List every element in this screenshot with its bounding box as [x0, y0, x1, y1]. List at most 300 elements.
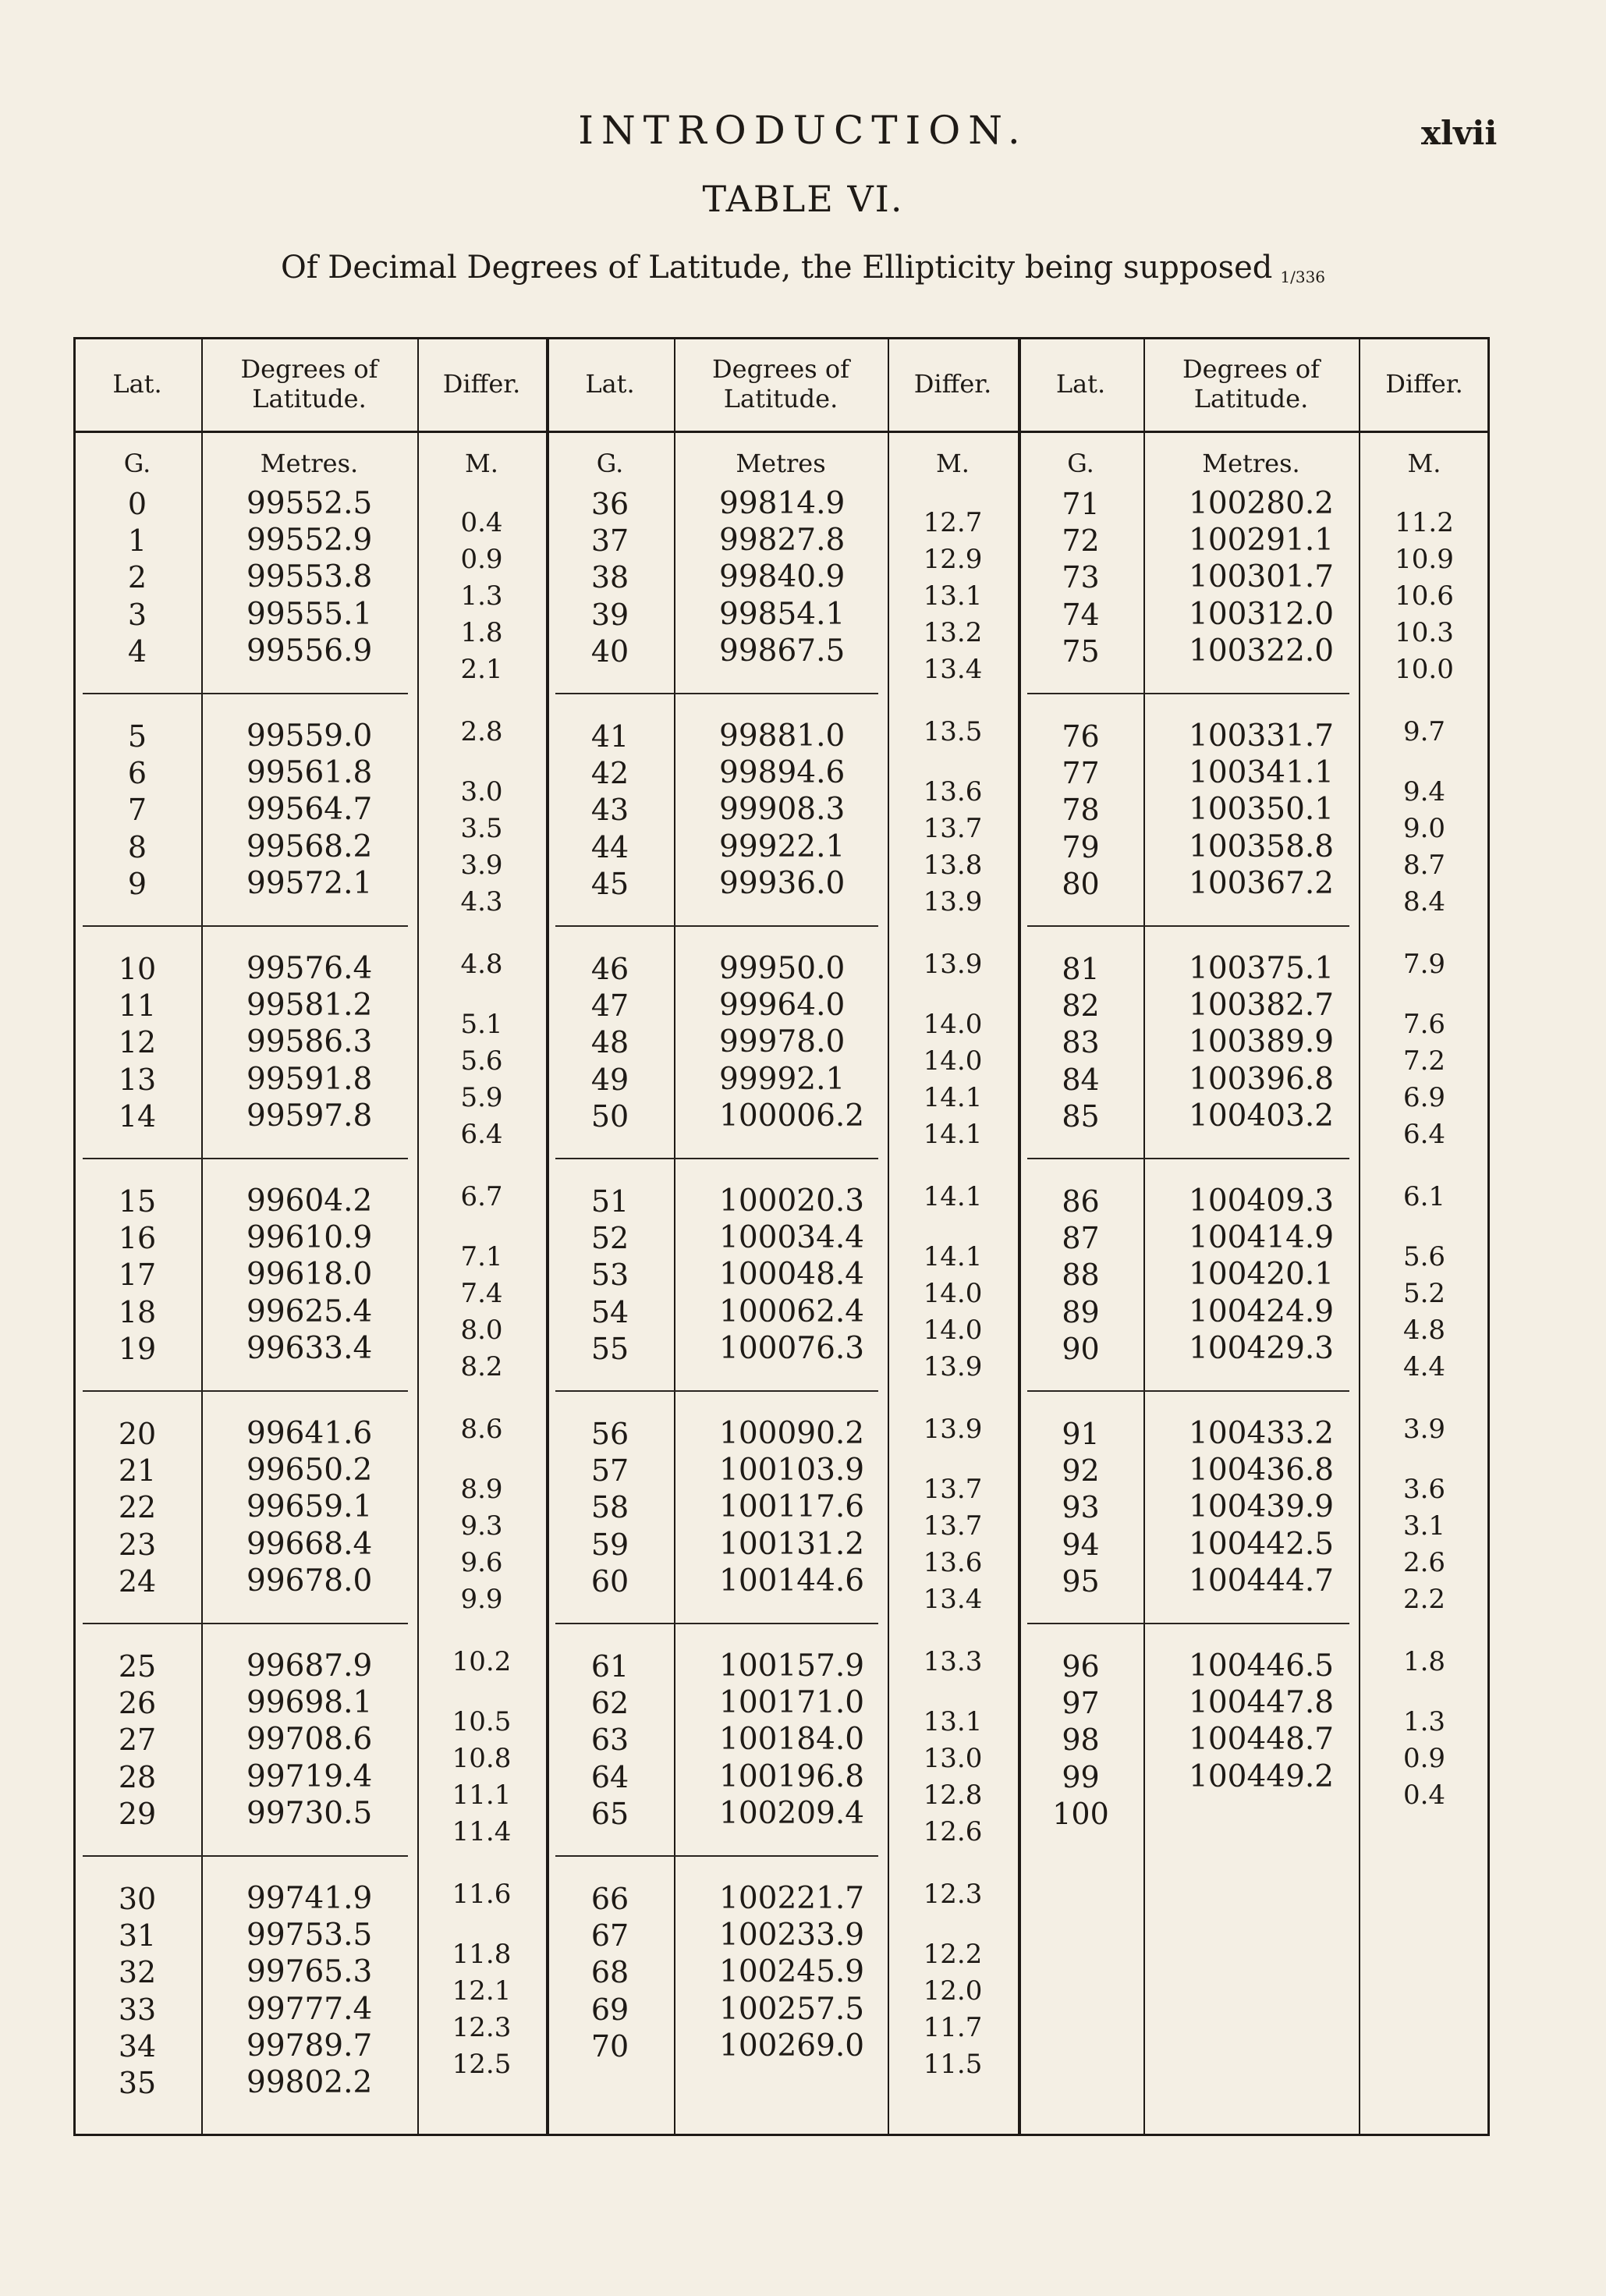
difference-cell: 12.9 [923, 543, 983, 575]
degrees-cell: 99568.2 [246, 829, 373, 864]
degrees-cell: 100196.8 [719, 1758, 865, 1794]
lat-cell: 68 [590, 1955, 629, 1990]
difference-cell: 13.1 [923, 580, 983, 612]
degrees-cell: 99552.5 [246, 486, 373, 521]
lat-cell: 22 [118, 1490, 157, 1525]
lat-cell: 16 [118, 1221, 157, 1256]
difference-cell: 10.3 [1395, 617, 1454, 649]
lat-cell: 96 [1062, 1649, 1100, 1684]
degrees-cell: 100375.1 [1189, 951, 1335, 986]
lat-cell: 47 [590, 988, 629, 1024]
lat-cell: 7 [127, 793, 147, 828]
degrees-cell: 100409.3 [1189, 1183, 1335, 1219]
difference-cell: 4.3 [460, 886, 503, 918]
difference-cell: 10.2 [452, 1645, 512, 1677]
degrees-cell: 100076.3 [719, 1330, 865, 1366]
difference-cell: 7.6 [1402, 1008, 1446, 1040]
lat-cell: 94 [1062, 1527, 1100, 1562]
degrees-cell: 99572.1 [246, 865, 373, 901]
lat-cell: 29 [118, 1796, 157, 1831]
differ-header: Differ. [1385, 369, 1463, 399]
lat-cell: 3 [127, 597, 147, 632]
degrees-cell: 99840.9 [719, 559, 846, 595]
difference-cell: 8.4 [1402, 886, 1446, 918]
difference-cell: 8.9 [460, 1473, 503, 1505]
degrees-cell: 100414.9 [1189, 1220, 1335, 1256]
lat-cell: 52 [590, 1221, 629, 1256]
lat-cell: 95 [1062, 1563, 1100, 1599]
difference-cell: 13.6 [923, 1547, 983, 1579]
lat-cell: 97 [1062, 1686, 1100, 1721]
difference-cell: 0.4 [460, 506, 503, 538]
difference-cell: 12.2 [923, 1938, 983, 1970]
degrees-cell: 100331.7 [1189, 719, 1335, 754]
lat-cell: 11 [118, 988, 157, 1024]
difference-cell: 3.0 [460, 775, 503, 807]
group-rule [555, 1390, 878, 1392]
difference-cell: 13.8 [923, 850, 983, 882]
difference-cell: 14.0 [923, 1045, 983, 1077]
lat-cell: 75 [1062, 633, 1100, 669]
table-title: TABLE VI. [702, 178, 904, 220]
difference-cell: 13.5 [923, 715, 983, 747]
degrees-cell: 99555.1 [246, 596, 373, 632]
lat-cell: 86 [1062, 1184, 1100, 1219]
group-rule [555, 925, 878, 927]
lat-cell: 35 [118, 2066, 157, 2100]
lat-cell: 10 [118, 952, 157, 986]
difference-cell: 1.8 [460, 617, 503, 649]
difference-cell: 13.9 [923, 948, 983, 980]
degrees-cell: 99719.4 [246, 1758, 373, 1794]
lat-cell: 21 [118, 1453, 157, 1489]
difference-cell: 12.3 [452, 2012, 512, 2044]
difference-cell: 13.4 [923, 1584, 983, 1616]
degrees-cell: 99978.0 [719, 1024, 846, 1060]
lat-cell: 53 [590, 1258, 629, 1293]
difference-cell: 10.9 [1395, 543, 1454, 575]
difference-cell: 8.7 [1402, 850, 1446, 882]
degrees-cell: 100117.6 [719, 1489, 865, 1525]
lat-cell: 40 [590, 633, 629, 669]
degrees-cell: 100403.2 [1189, 1098, 1335, 1134]
group-rule [1027, 1623, 1349, 1624]
lat-cell: 88 [1062, 1258, 1100, 1293]
degrees-cell: 99867.5 [719, 633, 846, 669]
degrees-cell: 100090.2 [719, 1416, 865, 1451]
difference-cell: 13.1 [923, 1705, 983, 1737]
lat-cell: 92 [1062, 1453, 1100, 1489]
difference-cell: 1.8 [1402, 1645, 1446, 1677]
difference-cell: 11.8 [452, 1938, 512, 1970]
degrees-cell: 99687.9 [246, 1648, 373, 1684]
degrees-cell: 100034.4 [719, 1220, 865, 1256]
lat-cell: 54 [590, 1294, 629, 1329]
degrees-cell: 99814.9 [719, 486, 846, 521]
lat-cell: 79 [1062, 829, 1100, 864]
difference-cell: 9.6 [460, 1547, 503, 1579]
degrees-cell: 100350.1 [1189, 792, 1335, 828]
degrees-cell: 100322.0 [1189, 633, 1335, 669]
difference-cell: 12.0 [923, 1975, 983, 2007]
degrees-cell: 100436.8 [1189, 1453, 1335, 1489]
column-rule [201, 337, 203, 2136]
difference-cell: 13.4 [923, 654, 983, 686]
difference-cell: 11.6 [452, 1878, 512, 1910]
degrees-cell: 100048.4 [719, 1257, 865, 1293]
lat-cell: 34 [118, 2028, 157, 2064]
lat-header: Lat. [585, 369, 635, 399]
lat-cell: 0 [127, 487, 147, 521]
degrees-cell: 99610.9 [246, 1220, 373, 1256]
lat-cell: 6 [127, 756, 147, 791]
degrees-cell: 99936.0 [719, 865, 846, 901]
degrees-cell: 99552.9 [246, 523, 373, 559]
degrees-cell: 99741.9 [246, 1881, 373, 1916]
lat-header: Lat. [112, 369, 162, 399]
lat-cell: 76 [1062, 719, 1100, 754]
degrees-cell: 99633.4 [246, 1330, 373, 1366]
difference-cell: 3.9 [1402, 1413, 1446, 1445]
lat-cell: 9 [127, 866, 147, 901]
degrees-cell: 99576.4 [246, 951, 373, 986]
column-rule [674, 337, 675, 2136]
difference-cell: 3.9 [460, 850, 503, 882]
degrees-cell: 100444.7 [1189, 1563, 1335, 1599]
degrees-cell: 100312.0 [1189, 596, 1335, 632]
degrees-cell: 100233.9 [719, 1918, 865, 1954]
lat-cell: 98 [1062, 1723, 1100, 1758]
lat-cell: 37 [590, 523, 629, 559]
degrees-cell: 99604.2 [246, 1183, 373, 1219]
difference-cell: 14.0 [923, 1278, 983, 1309]
difference-cell: 12.6 [923, 1816, 983, 1848]
degrees-cell: 100396.8 [1189, 1061, 1335, 1097]
degrees-cell: 99556.9 [246, 633, 373, 669]
lat-cell: 8 [127, 829, 147, 864]
degrees-cell: 99650.2 [246, 1453, 373, 1489]
lat-cell: 38 [590, 560, 629, 595]
degrees-cell: 99659.1 [246, 1489, 373, 1525]
lat-cell: 27 [118, 1723, 157, 1758]
difference-cell: 13.9 [923, 1413, 983, 1445]
difference-cell: 14.0 [923, 1008, 983, 1040]
group-rule [83, 693, 408, 694]
lat-cell: 46 [590, 952, 629, 986]
lat-cell: 80 [1062, 866, 1100, 901]
degrees-cell: 99678.0 [246, 1563, 373, 1599]
lat-cell: 4 [127, 633, 147, 669]
difference-cell: 9.9 [460, 1584, 503, 1616]
degrees-cell: 100367.2 [1189, 865, 1335, 901]
degrees-cell: 100245.9 [719, 1954, 865, 1990]
lat-cell: 36 [590, 487, 629, 521]
lat-cell: 15 [118, 1184, 157, 1219]
difference-cell: 8.2 [460, 1351, 503, 1383]
lat-cell: 51 [590, 1184, 629, 1219]
difference-cell: 13.7 [923, 1510, 983, 1542]
difference-cell: 9.7 [1402, 715, 1446, 747]
lat-cell: 12 [118, 1025, 157, 1060]
ellipticity-fraction: 1/336 [1280, 268, 1326, 286]
degrees-cell: 99854.1 [719, 596, 846, 632]
degrees-cell: 100448.7 [1189, 1722, 1335, 1758]
difference-cell: 9.3 [460, 1510, 503, 1542]
difference-cell: 13.7 [923, 813, 983, 844]
group-rule [1027, 1390, 1349, 1392]
group-rule [1027, 693, 1349, 694]
difference-cell: 11.5 [923, 2049, 983, 2081]
difference-cell: 14.1 [923, 1240, 983, 1272]
lat-cell: 89 [1062, 1294, 1100, 1329]
degrees-cell: 99581.2 [246, 988, 373, 1024]
lat-cell: 90 [1062, 1331, 1100, 1366]
lat-cell: 56 [590, 1417, 629, 1451]
degrees-cell: 100301.7 [1189, 559, 1335, 595]
difference-cell: 8.0 [460, 1315, 503, 1347]
difference-cell: 7.9 [1402, 948, 1446, 980]
degrees-cell: 100062.4 [719, 1293, 865, 1329]
difference-cell: 0.4 [1402, 1780, 1446, 1812]
differ-header: Differ. [913, 369, 992, 399]
lat-cell: 81 [1062, 952, 1100, 986]
difference-cell: 12.5 [452, 2049, 512, 2081]
difference-cell: 10.8 [452, 1743, 512, 1774]
subtitle-text: Of Decimal Degrees of Latitude, the Ellipticity being supposed [280, 250, 1273, 286]
group-rule [555, 1158, 878, 1159]
difference-cell: 13.9 [923, 1351, 983, 1383]
degrees-cell: 100221.7 [719, 1881, 865, 1916]
lat-cell: 42 [590, 756, 629, 791]
lat-cell: 61 [590, 1649, 629, 1684]
degrees-cell: 99618.0 [246, 1257, 373, 1293]
lat-cell: 93 [1062, 1490, 1100, 1525]
difference-cell: 3.1 [1402, 1510, 1446, 1542]
lat-cell: 25 [118, 1649, 157, 1684]
degrees-cell: 100449.2 [1189, 1758, 1335, 1794]
degrees-cell: 99564.7 [246, 792, 373, 828]
group-rule [1027, 925, 1349, 927]
degrees-cell: 100358.8 [1189, 829, 1335, 864]
group-rule [555, 1855, 878, 1857]
difference-cell: 11.7 [923, 2012, 983, 2044]
lat-cell: 23 [118, 1527, 157, 1562]
degrees-cell: 100433.2 [1189, 1416, 1335, 1451]
difference-cell: 13.6 [923, 775, 983, 807]
group-rule [83, 1158, 408, 1159]
degrees-cell: 99881.0 [719, 719, 846, 754]
difference-cell: 0.9 [1402, 1743, 1446, 1774]
difference-cell: 11.1 [452, 1780, 512, 1812]
difference-cell: 6.4 [460, 1119, 503, 1151]
difference-cell: 13.3 [923, 1645, 983, 1677]
lat-cell: 24 [118, 1563, 157, 1599]
difference-cell: 5.6 [460, 1045, 503, 1077]
lat-cell: 63 [590, 1723, 629, 1758]
lat-cell: 78 [1062, 793, 1100, 828]
difference-cell: 14.0 [923, 1315, 983, 1347]
degrees-cell: 100442.5 [1189, 1526, 1335, 1562]
running-title: INTRODUCTION. [578, 108, 1028, 153]
lat-cell: 41 [590, 719, 629, 754]
difference-cell: 10.6 [1395, 580, 1454, 612]
degrees-cell: 100424.9 [1189, 1293, 1335, 1329]
column-rule [1143, 337, 1145, 2136]
degrees-cell: 99698.1 [246, 1685, 373, 1721]
degrees-cell: 100257.5 [719, 1991, 865, 2027]
lat-cell: 19 [118, 1331, 157, 1366]
degrees-cell: 100389.9 [1189, 1024, 1335, 1060]
lat-cell: 64 [590, 1759, 629, 1794]
degrees-cell: 100291.1 [1189, 523, 1335, 559]
difference-cell: 13.7 [923, 1473, 983, 1505]
group-rule [555, 1623, 878, 1624]
lat-cell: 83 [1062, 1025, 1100, 1060]
lat-cell: 59 [590, 1527, 629, 1562]
degrees-header: Degrees of Latitude. [712, 354, 849, 413]
group-rule [1027, 1158, 1349, 1159]
degrees-cell: 99668.4 [246, 1526, 373, 1562]
degrees-cell: 99586.3 [246, 1024, 373, 1060]
lat-unit: G. [596, 449, 624, 478]
difference-cell: 14.1 [923, 1180, 983, 1212]
degrees-cell: 99992.1 [719, 1061, 846, 1097]
lat-cell: 60 [590, 1563, 629, 1599]
lat-cell: 30 [118, 1882, 157, 1916]
lat-cell: 100 [1052, 1796, 1109, 1831]
lat-cell: 17 [118, 1258, 157, 1293]
header-rule [73, 431, 1490, 433]
difference-cell: 6.7 [460, 1180, 503, 1212]
degrees-cell: 99894.6 [719, 755, 846, 791]
lat-cell: 85 [1062, 1098, 1100, 1134]
difference-cell: 9.0 [1402, 813, 1446, 844]
lat-cell: 43 [590, 793, 629, 828]
degrees-cell: 100006.2 [719, 1098, 865, 1134]
degrees-cell: 99559.0 [246, 719, 373, 754]
difference-cell: 4.8 [460, 948, 503, 980]
difference-cell: 1.3 [460, 580, 503, 612]
degrees-cell: 100446.5 [1189, 1648, 1335, 1684]
lat-cell: 48 [590, 1025, 629, 1060]
lat-cell: 31 [118, 1918, 157, 1954]
degrees-cell: 100269.0 [719, 2028, 865, 2064]
difference-cell: 12.7 [923, 506, 983, 538]
degrees-cell: 99827.8 [719, 523, 846, 559]
lat-cell: 13 [118, 1062, 157, 1097]
lat-cell: 20 [118, 1417, 157, 1451]
difference-cell: 14.1 [923, 1119, 983, 1151]
difference-cell: 2.6 [1402, 1547, 1446, 1579]
difference-cell: 12.8 [923, 1780, 983, 1812]
degrees-cell: 99789.7 [246, 2028, 373, 2064]
degrees-cell: 99561.8 [246, 755, 373, 791]
difference-cell: 13.0 [923, 1743, 983, 1774]
difference-cell: 4.8 [1402, 1315, 1446, 1347]
group-rule [83, 1623, 408, 1624]
degrees-cell: 100341.1 [1189, 755, 1335, 791]
difference-cell: 12.3 [923, 1878, 983, 1910]
lat-cell: 55 [590, 1331, 629, 1366]
difference-cell: 5.1 [460, 1008, 503, 1040]
difference-cell: 11.2 [1395, 506, 1454, 538]
difference-cell: 9.4 [1402, 775, 1446, 807]
lat-unit: G. [123, 449, 151, 478]
lat-header: Lat. [1055, 369, 1106, 399]
degrees-cell: 99730.5 [246, 1795, 373, 1831]
degrees-cell: 99777.4 [246, 1991, 373, 2027]
group-rule [83, 925, 408, 927]
differ-unit: M. [936, 449, 970, 478]
lat-cell: 5 [127, 719, 147, 754]
difference-cell: 12.1 [452, 1975, 512, 2007]
lat-cell: 44 [590, 829, 629, 864]
table-subtitle [0, 250, 1606, 286]
lat-cell: 58 [590, 1490, 629, 1525]
difference-cell: 6.4 [1402, 1119, 1446, 1151]
difference-cell: 11.4 [452, 1816, 512, 1848]
degrees-cell: 99641.6 [246, 1416, 373, 1451]
degrees-cell: 99591.8 [246, 1061, 373, 1097]
lat-cell: 26 [118, 1686, 157, 1721]
degrees-cell: 100209.4 [719, 1795, 865, 1831]
lat-cell: 71 [1062, 487, 1100, 521]
degrees-cell: 100447.8 [1189, 1685, 1335, 1721]
difference-cell: 14.1 [923, 1082, 983, 1114]
difference-cell: 3.6 [1402, 1473, 1446, 1505]
lat-cell: 66 [590, 1882, 629, 1916]
degrees-cell: 100131.2 [719, 1526, 865, 1562]
lat-cell: 32 [118, 1955, 157, 1990]
degrees-cell: 99708.6 [246, 1722, 373, 1758]
difference-cell: 0.9 [460, 543, 503, 575]
degrees-cell: 99802.2 [246, 2065, 373, 2100]
difference-cell: 3.5 [460, 813, 503, 844]
degrees-cell: 100439.9 [1189, 1489, 1335, 1525]
lat-cell: 99 [1062, 1759, 1100, 1794]
difference-cell: 6.1 [1402, 1180, 1446, 1212]
degrees-cell: 100144.6 [719, 1563, 865, 1599]
lat-cell: 57 [590, 1453, 629, 1489]
degrees-cell: 99625.4 [246, 1293, 373, 1329]
degrees-unit: Metres. [1202, 449, 1300, 478]
page-number: xlvii [1421, 114, 1498, 152]
degrees-cell: 99553.8 [246, 559, 373, 595]
differ-unit: M. [1407, 449, 1441, 478]
difference-cell: 7.1 [460, 1240, 503, 1272]
lat-cell: 77 [1062, 756, 1100, 791]
difference-cell: 2.1 [460, 654, 503, 686]
lat-cell: 74 [1062, 597, 1100, 632]
group-rule [83, 1390, 408, 1392]
difference-cell: 7.4 [460, 1278, 503, 1309]
lat-cell: 70 [590, 2028, 629, 2064]
lat-cell: 49 [590, 1062, 629, 1097]
degrees-cell: 99950.0 [719, 951, 846, 986]
lat-cell: 73 [1062, 560, 1100, 595]
lat-cell: 45 [590, 866, 629, 901]
differ-unit: M. [465, 449, 498, 478]
group-rule [83, 1855, 408, 1857]
difference-cell: 1.3 [1402, 1705, 1446, 1737]
lat-cell: 18 [118, 1294, 157, 1329]
degrees-cell: 100420.1 [1189, 1257, 1335, 1293]
lat-cell: 91 [1062, 1417, 1100, 1451]
degrees-cell: 99922.1 [719, 829, 846, 864]
degrees-cell: 100171.0 [719, 1685, 865, 1721]
degrees-unit: Metres. [260, 449, 359, 478]
difference-cell: 13.2 [923, 617, 983, 649]
